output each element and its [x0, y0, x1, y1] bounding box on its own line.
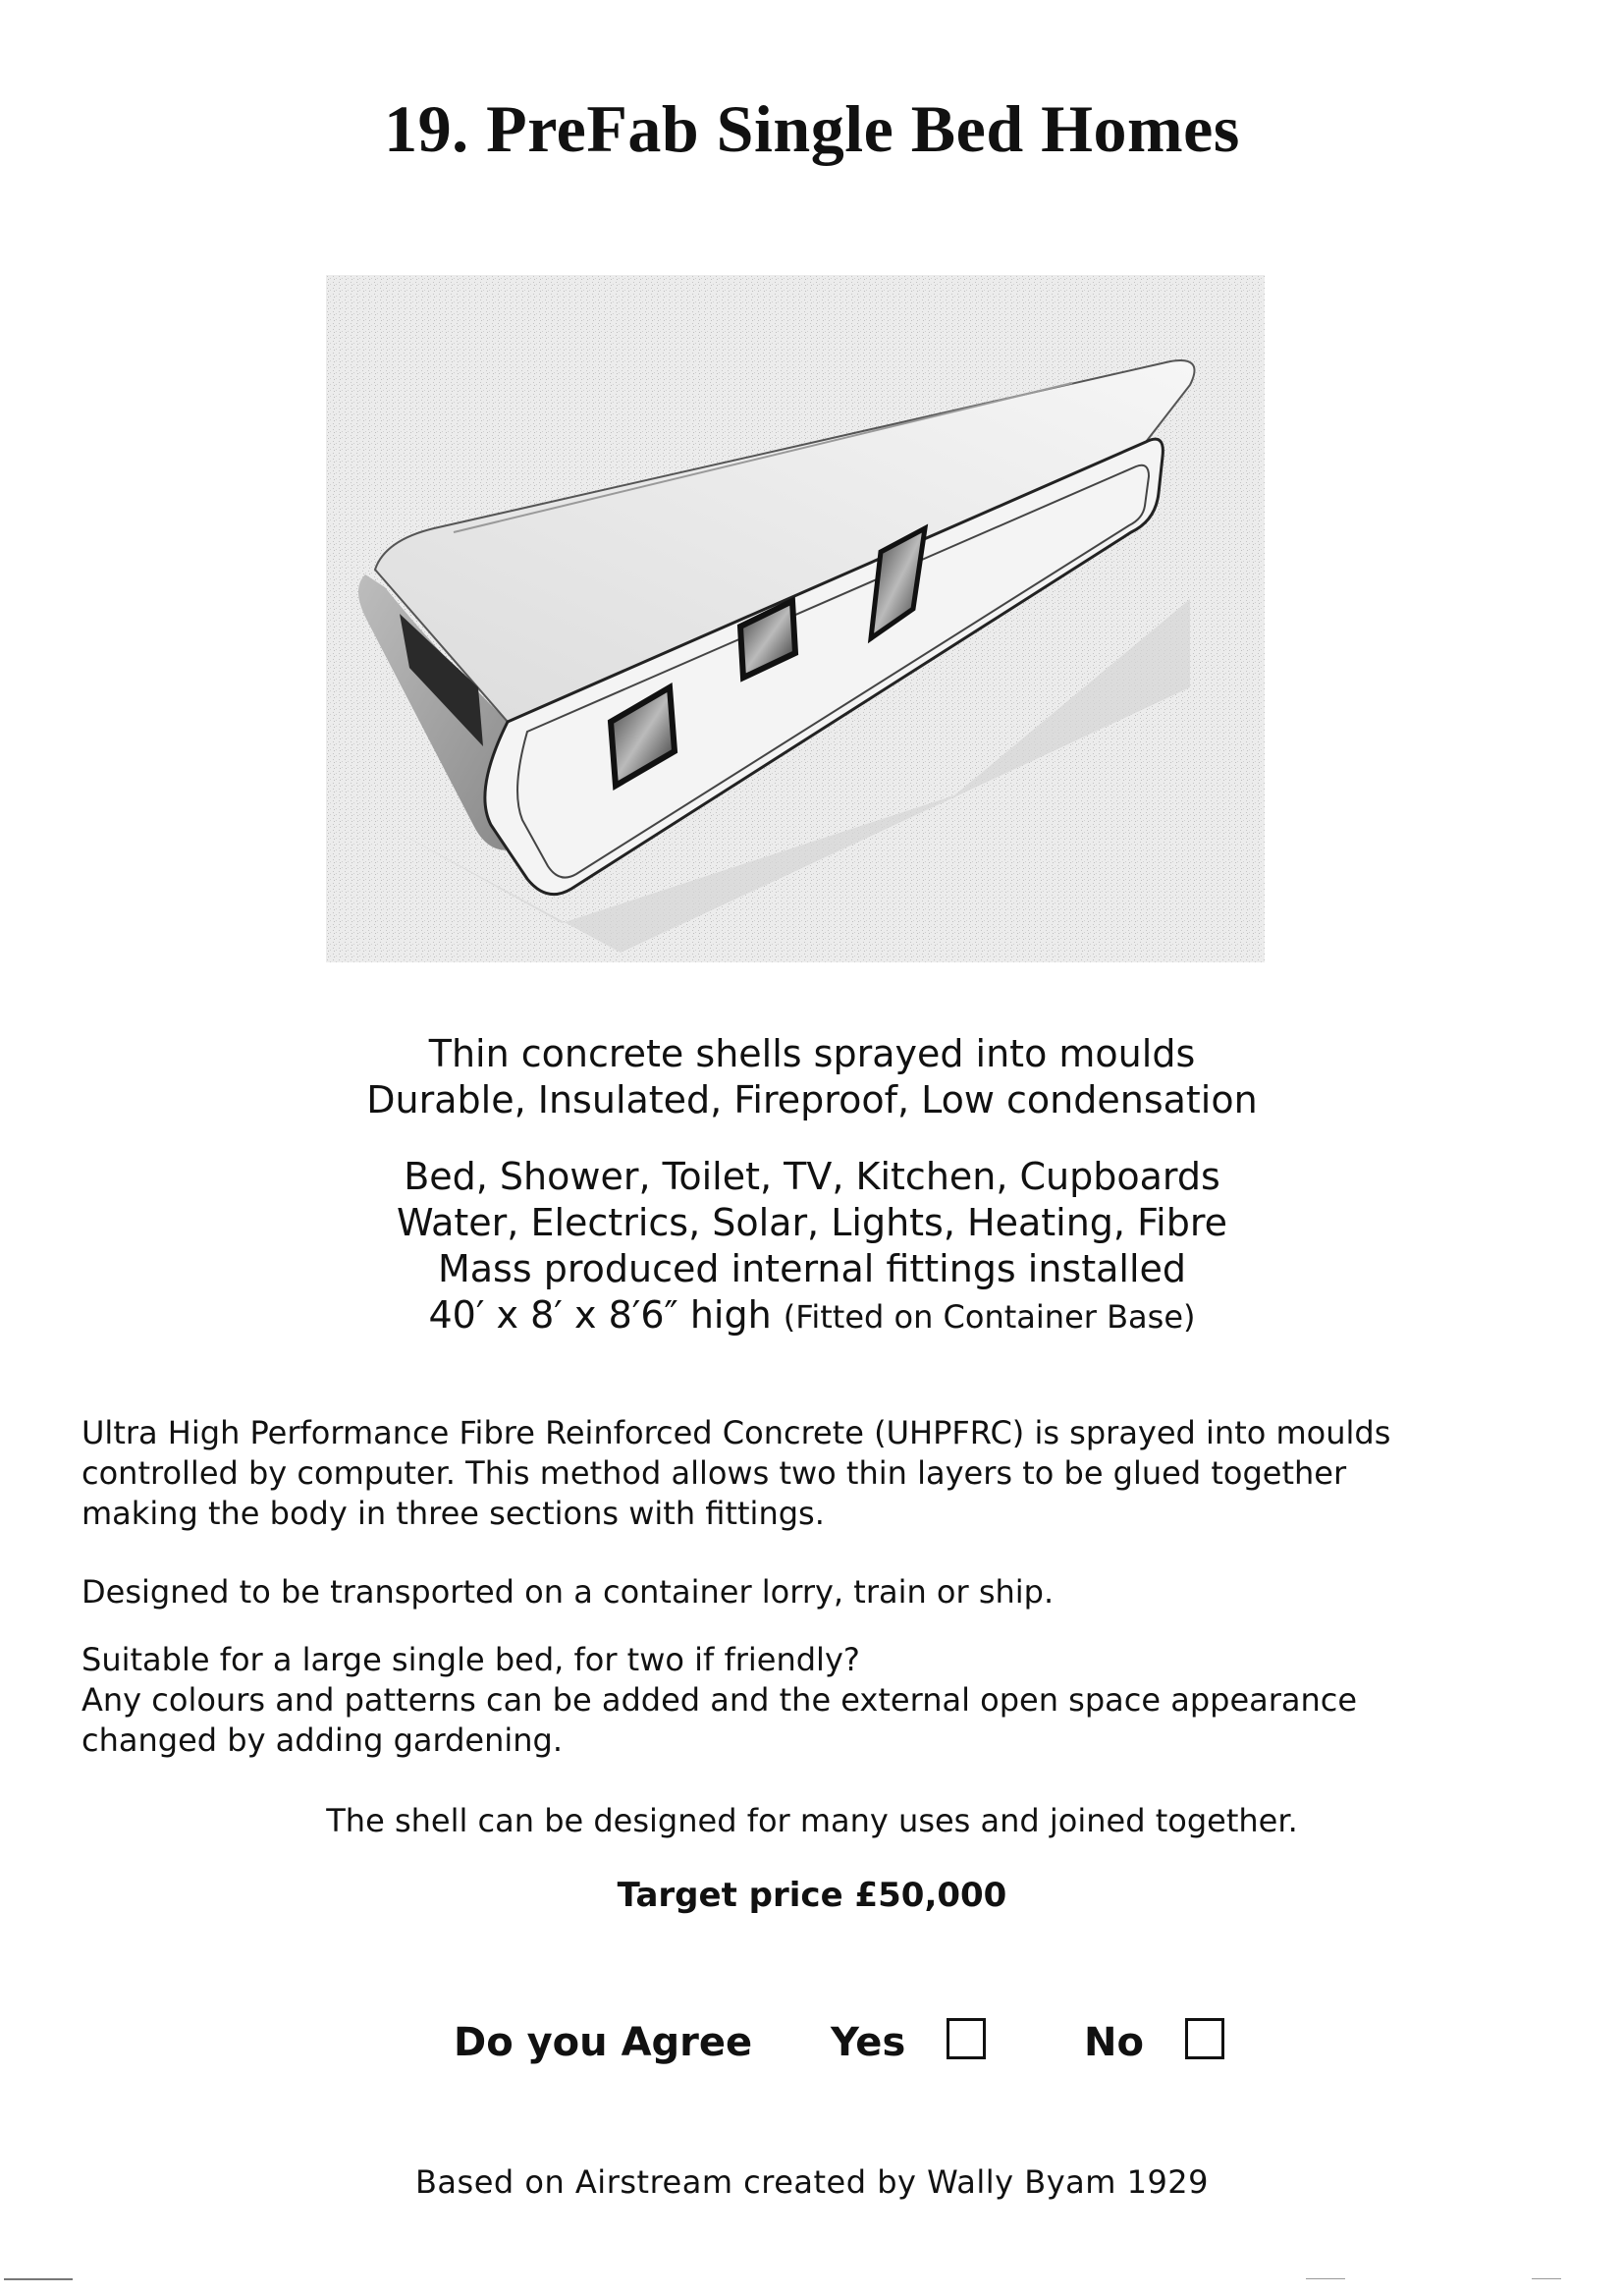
yes-label: Yes: [831, 2020, 906, 2065]
agree-question: Do you Agree: [454, 2020, 753, 2065]
dimensions: 40′ x 8′ x 8′6″ high: [428, 1293, 772, 1337]
paragraph-line: Suitable for a large single bed, for two if friendly?: [81, 1641, 860, 1678]
no-checkbox[interactable]: [1185, 2018, 1224, 2059]
summary-line: Thin concrete shells sprayed into moulds: [428, 1032, 1196, 1075]
features-line: Water, Electrics, Solar, Lights, Heating, Fibre: [396, 1201, 1228, 1244]
paragraph-line: controlled by computer. This method allows two thin layers to be glued together: [81, 1454, 1347, 1492]
paragraph-line: Ultra High Performance Fibre Reinforced Concrete (UHPFRC) is sprayed into moulds: [81, 1414, 1391, 1451]
footer-credit: Based on Airstream created by Wally Byam 1929: [414, 2163, 1210, 2201]
description-paragraph-2: [81, 1572, 1554, 1612]
summary-block: [0, 1031, 1624, 1123]
dimensions-note: (Fitted on Container Base): [783, 1298, 1196, 1336]
target-price: Target price £50,000: [617, 1876, 1007, 1915]
page-title: 19. PreFab Single Bed Homes: [384, 91, 1240, 166]
prefab-home-drawing: [326, 275, 1265, 962]
summary-line: Durable, Insulated, Fireproof, Low condensation: [366, 1078, 1258, 1121]
description-paragraph-1: [81, 1413, 1554, 1534]
scan-artifacts: [0, 2276, 1624, 2282]
description-paragraph-3: [81, 1640, 1554, 1761]
features-block: [0, 1154, 1624, 1340]
description-paragraph-4: The shell can be designed for many uses and joined together.: [326, 1802, 1298, 1839]
features-line: Bed, Shower, Toilet, TV, Kitchen, Cupboards: [404, 1155, 1220, 1198]
dimensions-line: [0, 1292, 1624, 1340]
paragraph-line: Any colours and patterns can be added and the external open space appearance: [81, 1681, 1358, 1719]
no-label: No: [1084, 2020, 1144, 2065]
agree-question-row: [454, 2018, 1224, 2077]
paragraph-line: changed by adding gardening.: [81, 1721, 564, 1759]
prefab-home-illustration: [326, 275, 1265, 962]
yes-checkbox[interactable]: [947, 2018, 986, 2059]
paragraph-line: making the body in three sections with fittings.: [81, 1495, 825, 1532]
paragraph-line: Designed to be transported on a container lorry, train or ship.: [81, 1573, 1055, 1611]
features-line: Mass produced internal fittings installed: [437, 1247, 1187, 1290]
